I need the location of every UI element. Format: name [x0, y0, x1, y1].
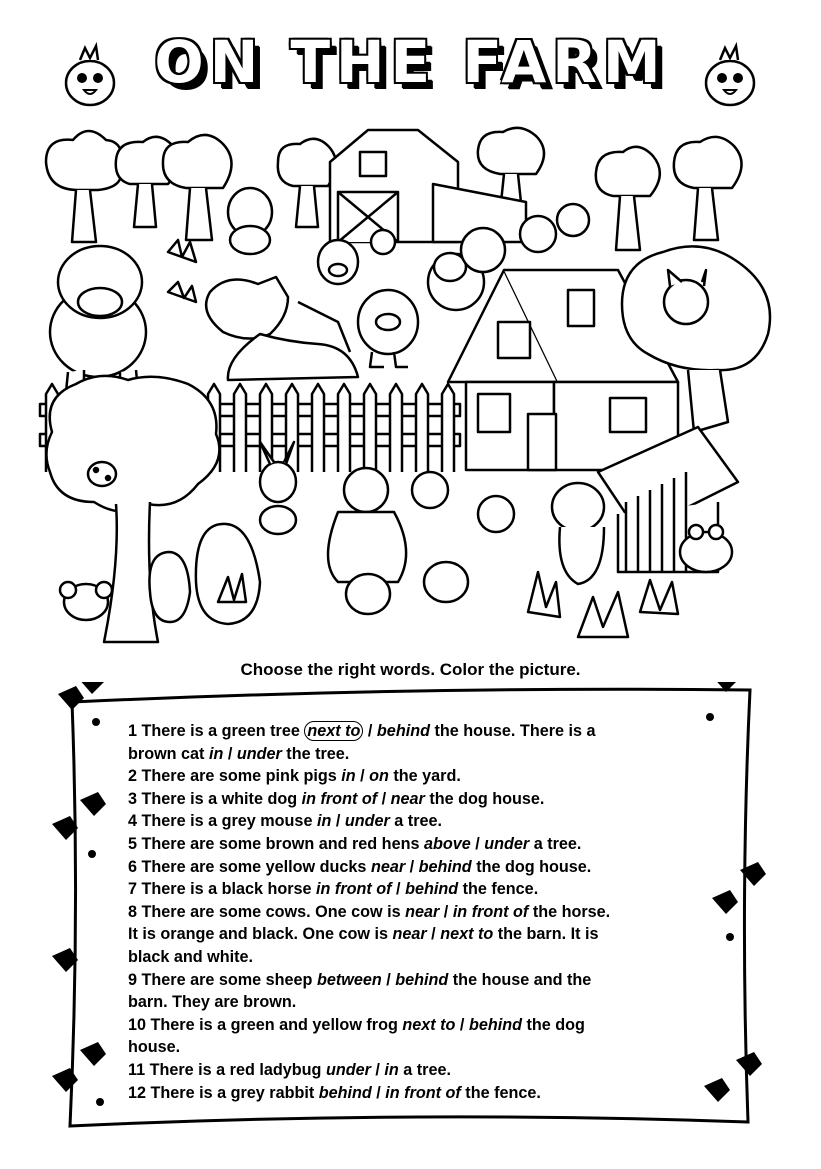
dog-icon — [552, 483, 604, 584]
chick-icon — [690, 38, 770, 113]
sentence-text: barn. They are brown. — [128, 993, 297, 1012]
sentence-text: 8 There are some cows. One cow is — [128, 902, 406, 921]
horse-icon — [206, 277, 358, 380]
word-option[interactable]: in front of — [316, 880, 392, 899]
word-option[interactable]: next to — [402, 1015, 456, 1034]
frog-icon — [680, 525, 732, 572]
word-option[interactable]: near — [370, 857, 406, 876]
word-option[interactable]: near — [405, 902, 440, 921]
word-option[interactable]: under — [344, 812, 390, 831]
sheep-icon — [520, 216, 556, 252]
cow-icon — [228, 188, 272, 254]
sentence-text: 1 There is a green tree — [128, 722, 305, 740]
sentence-text: / — [470, 834, 485, 853]
sentence-line — [128, 946, 738, 969]
pig-icon — [318, 240, 358, 284]
sentence-line — [128, 969, 738, 992]
sentence-line — [128, 923, 738, 946]
word-option[interactable]: behind — [405, 880, 459, 899]
sentence-text: 12 There is a grey rabbit — [128, 1083, 319, 1102]
sentence-text: / — [381, 970, 396, 989]
sentence-text: / — [426, 925, 441, 944]
tree-icon — [278, 139, 336, 227]
chick-icon — [412, 472, 448, 508]
tree-icon — [46, 131, 121, 242]
sentence-text: / — [405, 857, 419, 876]
sentence-line — [128, 788, 738, 811]
word-option[interactable]: in front of — [452, 902, 529, 921]
sentence-text: / — [370, 1060, 385, 1079]
sentence-line — [128, 1059, 738, 1082]
word-option[interactable]: in — [341, 767, 356, 786]
tree-icon — [674, 137, 742, 240]
page-title: ON THE FARM — [154, 28, 667, 96]
word-option[interactable]: between — [316, 970, 382, 989]
instruction: Choose the right words. Color the picture. — [240, 660, 581, 679]
sentence-line — [128, 856, 738, 879]
sentence-line — [128, 810, 738, 833]
sentence-text: / — [371, 1083, 386, 1102]
word-option[interactable]: under — [325, 1060, 371, 1079]
sentence-text: 10 There is a green and yellow frog — [128, 1015, 403, 1034]
chick-icon — [424, 562, 468, 602]
sentence-text: the dog house. — [424, 789, 545, 808]
sentence-text: 9 There are some sheep — [128, 970, 317, 989]
sentence-line — [128, 720, 738, 743]
word-option[interactable]: in — [316, 812, 332, 831]
mouse-icon — [60, 582, 112, 620]
cow-icon — [50, 246, 146, 392]
word-option[interactable]: in front of — [301, 789, 378, 808]
sentence-text: 5 There are some brown and red hens — [128, 834, 424, 853]
word-option[interactable]: on — [369, 767, 389, 786]
chick-icon — [346, 574, 390, 614]
ladybug-icon — [88, 462, 116, 486]
word-option[interactable]: under — [236, 744, 282, 763]
sentence-text: a tree. — [529, 834, 582, 853]
word-option[interactable]: behind — [395, 970, 449, 989]
sentence-line — [128, 991, 738, 1014]
sentence-line — [128, 1014, 738, 1037]
sentence-text: It is orange and black. One cow is — [128, 925, 393, 944]
sentence-text: / — [223, 744, 237, 763]
word-option[interactable]: under — [484, 834, 530, 853]
sentence-line — [128, 765, 738, 788]
sentence-line — [128, 1082, 738, 1105]
sentence-text: 11 There is a red ladybug — [128, 1060, 326, 1079]
sentence-text: / — [363, 722, 377, 740]
sentence-list — [128, 720, 738, 1104]
sheep-icon — [557, 204, 589, 236]
sentence-text: the dog house. — [471, 857, 592, 876]
sentence-text: black and white. — [128, 947, 254, 966]
tree-icon — [596, 147, 660, 250]
sentence-text: the tree. — [281, 744, 350, 763]
circled-answer[interactable]: next to — [304, 721, 363, 741]
word-option[interactable]: near — [390, 789, 425, 808]
sentence-text: 3 There is a white dog — [128, 789, 302, 808]
sentence-line — [128, 901, 738, 924]
sentence-text: the yard. — [388, 767, 461, 786]
sentence-text: 7 There is a black horse — [128, 880, 317, 899]
word-option[interactable]: behind — [418, 857, 472, 876]
chick-icon — [478, 496, 514, 532]
sentence-text: brown cat — [128, 744, 209, 763]
sentence-text: 4 There is a grey mouse — [128, 812, 317, 831]
word-option[interactable]: behind — [318, 1083, 372, 1102]
sentence-text: the house. There is a — [429, 722, 596, 740]
chick-icon — [50, 38, 130, 113]
pig-icon — [371, 230, 395, 254]
sentence-text: a tree. — [389, 812, 443, 831]
hen-icon — [196, 524, 260, 624]
sentence-text: / — [331, 812, 345, 831]
word-option[interactable]: in — [208, 744, 224, 763]
sheep-icon — [461, 228, 505, 272]
word-option[interactable]: behind — [468, 1015, 522, 1034]
farm-illustration — [38, 122, 783, 652]
sentence-text: the fence. — [458, 880, 539, 899]
sentence-text: / — [439, 902, 453, 921]
pig-icon — [358, 290, 418, 367]
sentence-line — [128, 1036, 738, 1059]
word-option[interactable]: behind — [376, 722, 430, 740]
tree-icon — [163, 135, 232, 240]
word-option[interactable]: next to — [440, 925, 494, 944]
sentence-text: the barn. It is — [493, 925, 599, 944]
sentence-text: / — [455, 1015, 469, 1034]
hen-icon — [149, 552, 190, 622]
word-option[interactable]: near — [392, 925, 427, 944]
word-option[interactable]: in front of — [385, 1083, 461, 1102]
word-option[interactable]: above — [423, 834, 471, 853]
duck-icon — [328, 468, 406, 582]
sentence-text: a tree. — [398, 1060, 451, 1079]
sentence-line — [128, 878, 738, 901]
sentence-text: 6 There are some yellow ducks — [128, 857, 371, 876]
sentence-text: the horse. — [528, 902, 611, 921]
sentence-line — [128, 743, 738, 766]
sentence-text: / — [377, 789, 391, 808]
sentence-text: / — [355, 767, 370, 786]
sentence-text: house. — [128, 1038, 181, 1057]
sentence-text: the fence. — [460, 1083, 541, 1102]
sentence-line — [128, 833, 738, 856]
sentence-text: the dog — [522, 1015, 585, 1034]
sentence-text: 2 There are some pink pigs — [128, 767, 342, 786]
word-option[interactable]: in — [384, 1060, 399, 1079]
sentence-text: the house and the — [448, 970, 592, 989]
leaf-icon — [78, 682, 104, 694]
sentence-text: / — [391, 880, 406, 899]
